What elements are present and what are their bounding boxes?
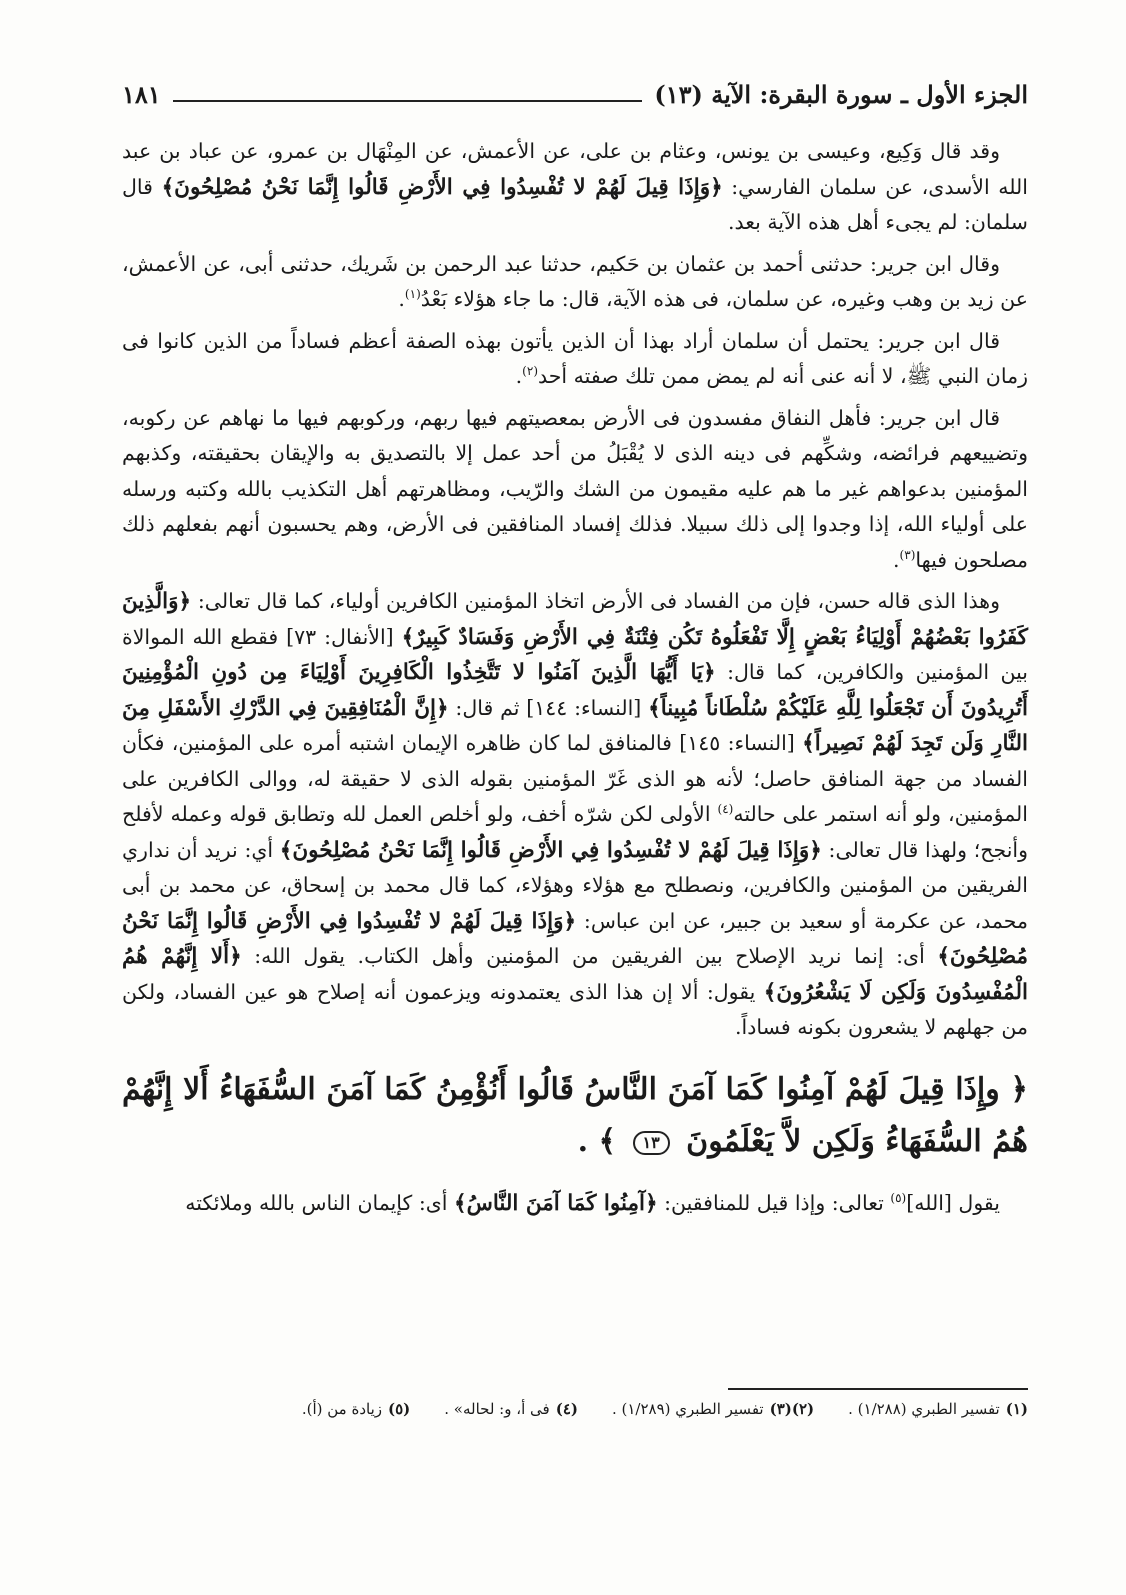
footnote: [302, 1400, 410, 1418]
paragraph-6: [122, 1186, 1028, 1222]
paragraph-text: أى: إنما نريد الإصلاح بين الفريقين من المؤمنين وأهل الكتاب. يقول الله:: [241, 944, 938, 968]
footnote-text: زيادة من (أ).: [301, 1400, 382, 1418]
quran-quote: ﴿إِنَّ الْمُنَافِقِينَ فِي الدَّرْكِ الأَسْفَلِ مِنَ النَّارِ وَلَن تَجِدَ لَهُمْ نَصِيراً﴾: [122, 695, 1029, 756]
paragraph-text: أي: نريد أن نداري الفريقين من المؤمنين والكافرين، ونصطلح مع هؤلاء وهؤلاء، كما قال محمد بن إسحاق، عن محمد بن أبى محمد، عن عكرمة أو سعيد بن جبير، عن ابن عباس:: [122, 837, 1029, 933]
paragraph-text: [النساء: ١٤٥] فالمنافق لما كان ظاهره الإيمان اشتبه أمره على المؤمنين، فكأن الفساد من جهة المنافق حاصل؛ لأنه هو الذى غَرّ المؤمنين بقوله الذى لا حقيقة له، ووالى الكافرين على المؤمنين، ولو أنه استمر على حالته: [122, 731, 1028, 826]
verse-number-badge: ١٣: [633, 1131, 670, 1155]
paragraph-text: قال ابن جرير: فأهل النفاق مفسدون فى الأرض بمعصيتهم فيها ربهم، وركوبهم فيها ما نهاهم عن ركوبه، وتضييعهم فرائضه، وشكِّهم فى دينه الذى لا يُقْبَلُ من أحد عمل إلا بالتصديق به والإيقان بحقيقته، وكذبهم المؤمنين بدعواهم غير ما هم عليه مقيمون من الشك والرّيب، ومظاهرتهم أهل التكذيب بالله وكتبه ورسله على أولياء الله، إذا وجدوا إلى ذلك سبيلا. فذلك إفساد المنافقين فى الأرض، وهم يحسبون أنهم بفعلهم ذلك مصلحون فيها: [122, 405, 1028, 572]
footnote: [848, 1400, 1028, 1418]
quran-quote: ﴿آمِنُوا كَمَا آمَنَ النَّاسُ﴾: [454, 1190, 658, 1216]
verse-13-block: [122, 1064, 1028, 1168]
footnote-ref: (٢): [522, 364, 538, 379]
quran-quote: ﴿وَالَّذِينَ كَفَرُوا بَعْضُهُمْ أَوْلِيَاءُ بَعْضٍ إِلَّا تَفْعَلُوهُ تَكُن فِتْنَةٌ فِي الأَرْضِ وَفَسَادٌ كَبِيرٌ﴾: [122, 589, 1028, 650]
footnote-text: تفسير الطبري (١/٢٨٨) .: [848, 1400, 1000, 1418]
footnotes: [122, 1400, 1028, 1418]
footnote-number: (٥): [387, 1400, 411, 1418]
header-rule: [173, 100, 643, 102]
footnote: [444, 1400, 578, 1418]
paragraph-text: الأولى لكن شرّه أخف، ولو أخلص العمل لله وتطابق قوله وعمله لأفلح وأنجح؛ ولهذا قال تعالى:: [122, 802, 1029, 862]
footnote: [612, 1400, 814, 1418]
paragraph-text: يقول [الله]: [906, 1190, 1000, 1215]
footnote-divider: [728, 1388, 1028, 1390]
paragraph-text: [الأنفال: ٧٣] فقطع الله الموالاة بين المؤمنين والكافرين، كما قال:: [122, 624, 1028, 684]
footnote-text: تفسير الطبري (١/٢٨٩) .: [611, 1400, 764, 1418]
paragraph-text: وقد قال وَكِيع، وعيسى بن يونس، وعثام بن على، عن الأعمش، عن المِنْهَال بن عمرو، عن عباد بن عبد الله الأسدى، عن سلمان الفارسي:: [122, 139, 1028, 199]
quran-quote: ﴿أَلا إِنَّهُمْ هُمُ الْمُفْسِدُونَ وَلَكِن لَا يَشْعُرُونَ﴾: [122, 944, 1029, 1005]
paragraph-end: .: [893, 547, 900, 572]
body-text: [122, 134, 1028, 1221]
paragraph-4: [122, 401, 1028, 579]
paragraph-1: [122, 134, 1028, 241]
paragraph-text: وهذا الذى قاله حسن، فإن من الفساد فى الأرض اتخاذ المؤمنين الكافرين أولياء، كما قال تعالى:: [191, 589, 1000, 613]
verse-end: ﴾ .: [577, 1123, 617, 1159]
quran-quote: ﴿وَإِذَا قِيلَ لَهُمْ لا تُفْسِدُوا فِي الأَرْضِ قَالُوا إِنَّمَا نَحْنُ مُصْلِحُونَ﴾: [161, 174, 723, 200]
footnote-ref: (٣): [899, 547, 916, 562]
quran-quote: ﴿وَإِذَا قِيلَ لَهُمْ لا تُفْسِدُوا فِي الأَرْضِ قَالُوا إِنَّمَا نَحْنُ مُصْلِحُونَ﴾: [122, 908, 1028, 969]
paragraph-2: [122, 247, 1028, 318]
verse-text: ﴿ وإِذَا قِيلَ لَهُمْ آمِنُوا كَمَا آمَنَ النَّاسُ قَالُوا أَنُؤْمِنُ كَمَا آمَنَ السُّفَهَاءُ أَلا إِنَّهُمْ هُمُ السُّفَهَاءُ وَلَكِن لاَّ يَعْلَمُونَ: [122, 1071, 1028, 1159]
paragraph-text: قال ابن جرير: يحتمل أن سلمان أراد بهذا أن الذين يأتون بهذه الصفة أعظم فساداً من الذين كانوا فى زمان النبي ﷺ، لا أنه عنى أنه لم يمض ممن تلك صفته أحد: [122, 328, 1028, 388]
footnote-number: (٤): [555, 1400, 578, 1418]
quran-quote: ﴿وَإِذَا قِيلَ لَهُمْ لا تُفْسِدُوا فِي الأَرْضِ قَالُوا إِنَّمَا نَحْنُ مُصْلِحُونَ﴾: [279, 837, 822, 863]
paragraph-3: [122, 324, 1028, 395]
paragraph-text: [النساء: ١٤٤] ثم قال:: [448, 695, 649, 720]
quran-quote: ﴿يَا أَيُّهَا الَّذِينَ آمَنُوا لا تَتَّخِذُوا الْكَافِرِينَ أَوْلِيَاءَ مِن دُونِ الْمُؤْمِنِينَ أَتُرِيدُونَ أَن تَجْعَلُوا لِلَّهِ عَلَيْكُمْ سُلْطَاناً مُبِيناً﴾: [122, 660, 1028, 721]
running-header: [122, 72, 1028, 116]
paragraph-text: قال سلمان: لم يجىء أهل هذه الآية بعد.: [122, 174, 1028, 234]
paragraph-text: وقال ابن جرير: حدثنى أحمد بن عثمان بن حَكيم، حدثنا عبد الرحمن بن شَريك، حدثنى أبى، عن الأعمش، عن زيد بن وهب وغيره، عن سلمان، فى هذه الآية، قال: ما جاء هؤلاء بَعْدُ: [122, 251, 1028, 311]
paragraph-text: يقول: ألا إن هذا الذى يعتمدونه ويزعمون أنه إصلاح هو عين الفساد، ولكن من جهلهم لا يشعرون بكونه فساداً.: [122, 979, 1028, 1039]
footnote-number: (٢)(٣): [769, 1400, 815, 1418]
page-number: ١٨١: [122, 79, 161, 109]
paragraph-end: .: [515, 364, 523, 388]
footnote-ref: (١): [404, 287, 421, 302]
footnote-number: (١): [1005, 1400, 1028, 1418]
paragraph-text: أى: كإيمان الناس بالله وملائكته: [185, 1190, 454, 1215]
footnote-text: فى أ، و: لحاله» .: [444, 1400, 550, 1418]
paragraph-5: [122, 584, 1028, 1046]
header-title: الجزء الأول ـ سورة البقرة: الآية (١٣): [654, 79, 1028, 109]
footnote-ref: (٤): [717, 802, 734, 817]
footnote-ref: (٥): [890, 1190, 907, 1205]
paragraph-end: .: [398, 287, 405, 311]
paragraph-text: تعالى: وإذا قيل للمنافقين:: [657, 1190, 891, 1215]
